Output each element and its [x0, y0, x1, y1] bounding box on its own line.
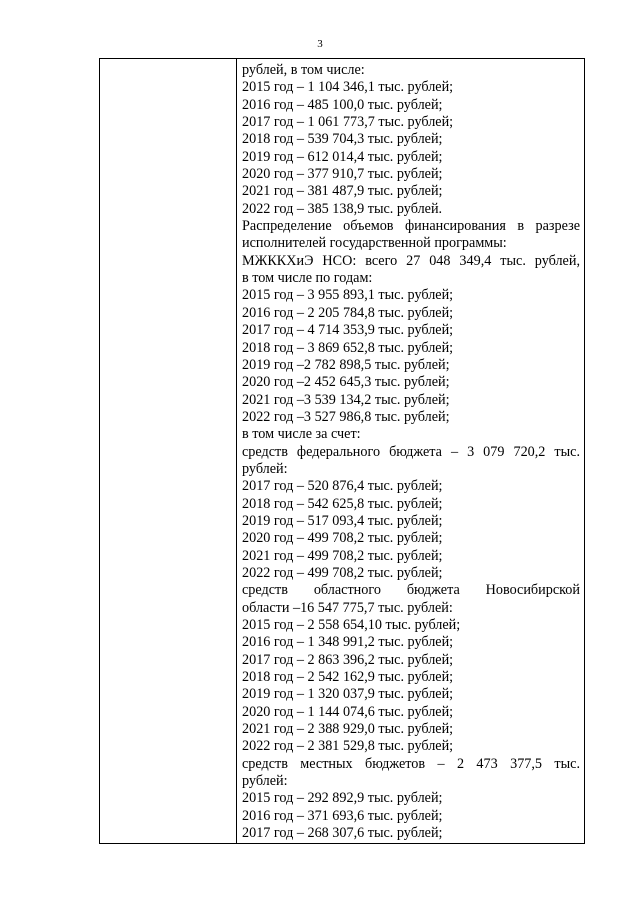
text-line: 2022 год – 499 708,2 тыс. рублей;: [242, 564, 443, 581]
passport-table: [99, 58, 585, 844]
text-line: 2019 год – 1 320 037,9 тыс. рублей;: [242, 686, 454, 703]
text-line: 2022 год – 2 381 529,8 тыс. рублей;: [242, 738, 454, 755]
text-line: 2019 год –2 782 898,5 тыс. рублей;: [242, 356, 450, 373]
text-line: 2015 год – 292 892,9 тыс. рублей;: [242, 790, 443, 807]
column-divider: [236, 59, 237, 843]
text-line: 2017 год – 520 876,4 тыс. рублей;: [242, 478, 443, 495]
text-line: средств областного бюджета Новосибирской: [242, 582, 580, 599]
text-line: Распределение объемов финансирования в разрезе: [242, 218, 580, 235]
text-line: 2015 год – 2 558 654,10 тыс. рублей;: [242, 617, 461, 633]
text-line: 2019 год – 517 093,4 тыс. рублей;: [242, 512, 443, 529]
text-line: 2019 год – 612 014,4 тыс. рублей;: [242, 148, 443, 165]
text-line: 2021 год –3 539 134,2 тыс. рублей;: [242, 391, 450, 408]
text-line: 2022 год – 385 138,9 тыс. рублей.: [242, 200, 443, 217]
text-line: 2017 год – 4 714 353,9 тыс. рублей;: [242, 322, 454, 339]
text-line: 2020 год –2 452 645,3 тыс. рублей;: [242, 374, 450, 391]
text-line: в том числе по годам:: [242, 270, 373, 287]
text-line: 2020 год – 1 144 074,6 тыс. рублей;: [242, 703, 454, 720]
text-line: 2016 год – 2 205 784,8 тыс. рублей;: [242, 304, 454, 321]
text-line: 2018 год – 2 542 162,9 тыс. рублей;: [242, 669, 454, 686]
text-line: 2017 год – 1 061 773,7 тыс. рублей;: [242, 114, 454, 131]
text-line: исполнителей государственной программы:: [242, 235, 507, 252]
page-number: 3: [317, 38, 323, 50]
text-line: МЖККХиЭ НСО: всего 27 048 349,4 тыс. рублей,: [242, 252, 580, 269]
financing-text-cell: [242, 62, 580, 842]
text-line: 2017 год – 268 307,6 тыс. рублей;: [242, 825, 443, 842]
text-line: рублей, в том числе:: [242, 62, 365, 78]
text-line: области –16 547 775,7 тыс. рублей:: [242, 599, 453, 616]
text-line: 2016 год – 1 348 991,2 тыс. рублей;: [242, 634, 454, 651]
text-line: 2018 год – 542 625,8 тыс. рублей;: [242, 495, 443, 512]
text-line: 2016 год – 485 100,0 тыс. рублей;: [242, 96, 443, 113]
text-line: 2021 год – 499 708,2 тыс. рублей;: [242, 547, 443, 564]
text-line: 2020 год – 377 910,7 тыс. рублей;: [242, 166, 443, 183]
text-line: 2018 год – 539 704,3 тыс. рублей;: [242, 131, 443, 148]
text-line: 2016 год – 371 693,6 тыс. рублей;: [242, 807, 443, 824]
text-line: 2021 год – 381 487,9 тыс. рублей;: [242, 183, 443, 200]
text-line: средств местных бюджетов – 2 473 377,5 тыс.: [242, 755, 580, 772]
text-line: 2020 год – 499 708,2 тыс. рублей;: [242, 530, 443, 547]
text-line: 2015 год – 3 955 893,1 тыс. рублей;: [242, 287, 454, 304]
text-line: рублей:: [242, 773, 288, 790]
text-line: 2022 год –3 527 986,8 тыс. рублей;: [242, 408, 450, 425]
text-line: 2021 год – 2 388 929,0 тыс. рублей;: [242, 721, 454, 738]
text-line: рублей:: [242, 460, 288, 477]
text-line: 2018 год – 3 869 652,8 тыс. рублей;: [242, 339, 454, 356]
text-line: 2015 год – 1 104 346,1 тыс. рублей;: [242, 79, 454, 96]
text-line: средств федерального бюджета – 3 079 720,2 тыс.: [242, 443, 580, 460]
text-line: в том числе за счет:: [242, 426, 361, 443]
text-line: 2017 год – 2 863 396,2 тыс. рублей;: [242, 651, 454, 668]
